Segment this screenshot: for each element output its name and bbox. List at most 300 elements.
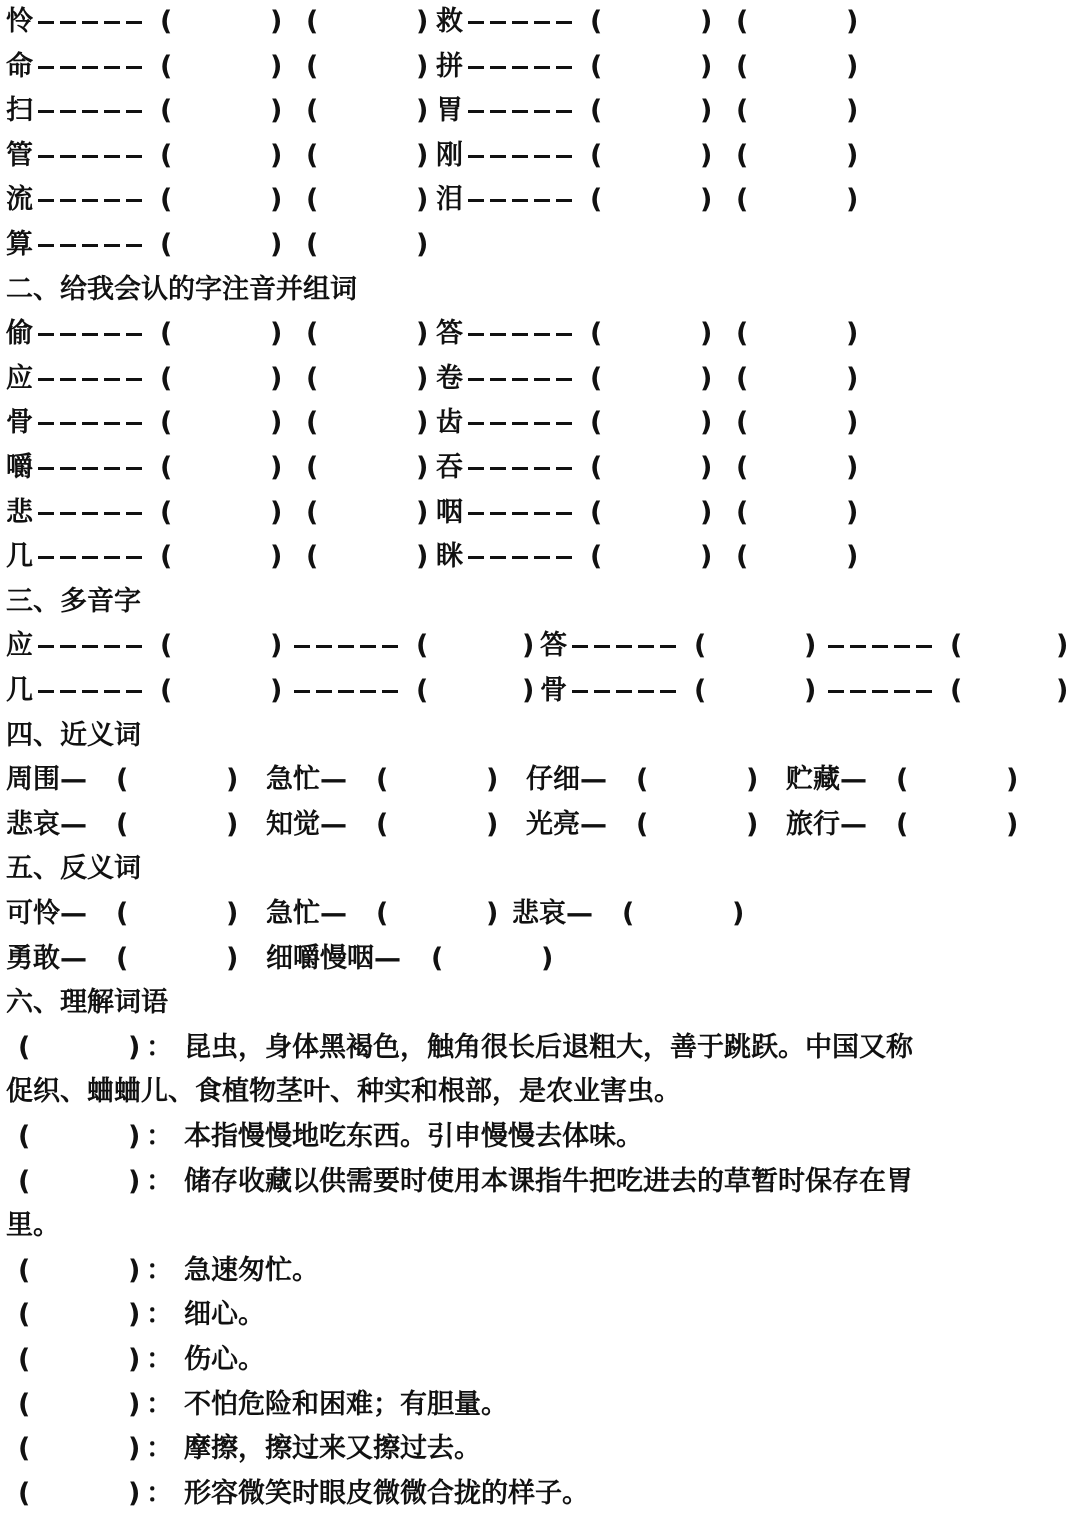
s2-pinyin-blank[interactable]	[36, 312, 146, 356]
blank-dash	[534, 378, 550, 381]
open-paren: (	[160, 452, 173, 483]
s6-item	[0, 1472, 1080, 1516]
s5-answer-paren[interactable]	[116, 892, 239, 936]
s2-word-paren-1[interactable]	[160, 357, 283, 401]
blank-dash	[512, 110, 528, 113]
s2-char: 卷	[436, 362, 463, 394]
s1-word-paren-1[interactable]	[160, 45, 283, 89]
blank-dash	[490, 155, 506, 158]
open-paren: (	[18, 1031, 31, 1063]
open-paren: (	[116, 898, 129, 929]
open-paren: (	[694, 675, 707, 706]
s3-pinyin-blank-2[interactable]	[826, 669, 936, 713]
section6-heading	[0, 981, 1080, 1025]
section2-heading	[0, 268, 1080, 312]
s1-char: 命	[6, 50, 33, 82]
s1-word-paren-1[interactable]	[160, 0, 283, 44]
s1-word-paren-1[interactable]	[590, 89, 713, 133]
s3-word-paren-2[interactable]	[950, 624, 1069, 668]
blank-dash	[38, 690, 54, 693]
s2-word-paren-2[interactable]	[306, 312, 429, 356]
open-paren: (	[18, 1344, 31, 1375]
blank-dash	[38, 645, 54, 648]
s2-pinyin-blank[interactable]	[466, 312, 576, 356]
open-paren: (	[160, 229, 173, 260]
blank-dash	[556, 333, 572, 336]
s6-answer-paren[interactable]	[18, 1427, 141, 1471]
s2-word-paren-1[interactable]	[590, 401, 713, 445]
blank-dash	[60, 690, 76, 693]
section6-heading-text: 六、理解词语	[6, 987, 168, 1019]
s2-word-paren-1[interactable]	[160, 401, 283, 445]
close-paren: )	[416, 318, 429, 350]
s4-answer-paren[interactable]	[636, 758, 759, 802]
section4-heading	[0, 714, 1080, 758]
close-paren: )	[416, 496, 429, 528]
s4-word: 悲哀—	[6, 808, 87, 840]
s2-row	[0, 535, 1080, 579]
blank-dash	[534, 512, 550, 515]
s6-definition: 昆虫，身体黑褐色，触角很长后退粗大，善于跳跃。中国又称	[184, 1031, 913, 1063]
s6-item	[0, 1383, 1080, 1427]
s1-row	[0, 45, 1080, 89]
blank-dash	[38, 110, 54, 113]
s6-answer-paren[interactable]	[18, 1338, 141, 1382]
close-paren: )	[270, 362, 283, 394]
s2-pinyin-blank[interactable]	[466, 446, 576, 490]
open-paren: (	[736, 6, 749, 37]
s1-char: 泪	[436, 184, 463, 216]
s2-char: 骨	[6, 407, 33, 439]
s3-pinyin-blank-1[interactable]	[36, 669, 146, 713]
s1-pinyin-blank[interactable]	[36, 223, 146, 267]
open-paren: (	[590, 6, 603, 37]
s2-word-paren-1[interactable]	[590, 491, 713, 535]
s1-word-paren-1[interactable]	[160, 134, 283, 178]
blank-dash	[126, 199, 142, 202]
blank-dash	[360, 690, 376, 693]
s2-word-paren-1[interactable]	[160, 446, 283, 490]
s1-word-paren-2[interactable]	[306, 0, 429, 44]
open-paren: (	[416, 630, 429, 662]
s2-word-paren-2[interactable]	[736, 446, 859, 490]
s4-answer-paren[interactable]	[376, 803, 499, 847]
blank-dash	[126, 512, 142, 515]
blank-dash	[660, 690, 676, 693]
blank-dash	[60, 21, 76, 24]
close-paren: )	[128, 1388, 141, 1420]
close-paren: )	[270, 318, 283, 350]
s1-word-paren-1[interactable]	[160, 178, 283, 222]
s6-definition: 形容微笑时眼皮微微合拢的样子。	[184, 1477, 589, 1509]
section2-heading-text: 二、给我会认的字注音并组词	[6, 273, 357, 305]
close-paren: )	[804, 675, 817, 706]
blank-dash	[556, 66, 572, 69]
open-paren: (	[736, 318, 749, 350]
blank-dash	[468, 512, 484, 515]
s4-word: 知觉—	[266, 808, 347, 840]
blank-dash	[126, 467, 142, 470]
blank-dash	[126, 333, 142, 336]
s1-pinyin-blank[interactable]	[36, 178, 146, 222]
close-paren: )	[270, 541, 283, 573]
open-paren: (	[160, 675, 173, 706]
s4-word: 仔细—	[526, 764, 607, 796]
blank-dash	[916, 645, 932, 648]
blank-dash	[60, 244, 76, 247]
s1-row	[0, 134, 1080, 178]
s1-char: 流	[6, 184, 33, 216]
close-paren: )	[226, 808, 239, 840]
s5-answer-paren[interactable]	[116, 937, 239, 981]
s1-pinyin-blank[interactable]	[466, 45, 576, 89]
s1-pinyin-blank[interactable]	[466, 178, 576, 222]
s6-colon: ：	[146, 1254, 173, 1286]
s4-answer-paren[interactable]	[896, 803, 1019, 847]
close-paren: )	[270, 6, 283, 37]
s1-pinyin-blank[interactable]	[36, 134, 146, 178]
s3-pinyin-blank-2[interactable]	[292, 669, 402, 713]
blank-dash	[126, 110, 142, 113]
blank-dash	[512, 199, 528, 202]
blank-dash	[82, 21, 98, 24]
blank-dash	[82, 66, 98, 69]
s1-word-paren-2[interactable]	[306, 134, 429, 178]
blank-dash	[104, 333, 120, 336]
blank-dash	[468, 21, 484, 24]
close-paren: )	[270, 139, 283, 171]
blank-dash	[534, 66, 550, 69]
s2-row	[0, 446, 1080, 490]
s2-word-paren-2[interactable]	[306, 535, 429, 579]
s2-char: 咽	[436, 496, 463, 528]
blank-dash	[512, 512, 528, 515]
open-paren: (	[306, 95, 319, 127]
open-paren: (	[160, 6, 173, 37]
blank-dash	[82, 155, 98, 158]
blank-dash	[468, 422, 484, 425]
close-paren: )	[1006, 764, 1019, 796]
s6-definition: 储存收藏以供需要时使用本课指牛把吃进去的草暂时保存在胃	[184, 1165, 913, 1197]
blank-dash	[294, 690, 310, 693]
blank-dash	[82, 199, 98, 202]
s2-word-paren-2[interactable]	[736, 535, 859, 579]
s5-word: 悲哀—	[512, 898, 593, 929]
blank-dash	[82, 333, 98, 336]
s2-pinyin-blank[interactable]	[466, 401, 576, 445]
s3-word-paren-2[interactable]	[950, 669, 1069, 713]
close-paren: )	[700, 541, 713, 573]
s1-pinyin-blank[interactable]	[36, 89, 146, 133]
s1-word-paren-2[interactable]	[306, 223, 429, 267]
close-paren: )	[746, 808, 759, 840]
blank-dash	[490, 556, 506, 559]
blank-dash	[104, 556, 120, 559]
s2-word-paren-1[interactable]	[590, 446, 713, 490]
blank-dash	[82, 422, 98, 425]
s3-word-paren-1[interactable]	[160, 669, 283, 713]
blank-dash	[512, 556, 528, 559]
s3-pinyin-blank-1[interactable]	[570, 624, 680, 668]
s6-answer-paren[interactable]	[18, 1293, 141, 1337]
open-paren: (	[160, 139, 173, 171]
open-paren: (	[590, 496, 603, 528]
s3-char: 答	[540, 630, 567, 662]
close-paren: )	[416, 50, 429, 82]
s1-pinyin-blank[interactable]	[466, 89, 576, 133]
s4-answer-paren[interactable]	[896, 758, 1019, 802]
s2-word-paren-1[interactable]	[590, 312, 713, 356]
blank-dash	[338, 645, 354, 648]
close-paren: )	[541, 942, 554, 974]
s4-answer-paren[interactable]	[116, 803, 239, 847]
s6-definition: 摩擦，擦过来又擦过去。	[184, 1433, 481, 1465]
close-paren: )	[270, 184, 283, 216]
open-paren: (	[18, 1299, 31, 1331]
s1-word-paren-2[interactable]	[306, 89, 429, 133]
s3-word-paren-1[interactable]	[694, 624, 817, 668]
s1-word-paren-2[interactable]	[736, 0, 859, 44]
close-paren: )	[700, 362, 713, 394]
open-paren: (	[376, 808, 389, 840]
s2-word-paren-1[interactable]	[590, 357, 713, 401]
s6-answer-paren[interactable]	[18, 1160, 141, 1204]
s4-row	[0, 803, 1080, 847]
close-paren: )	[270, 630, 283, 662]
s1-pinyin-blank[interactable]	[36, 0, 146, 44]
close-paren: )	[846, 184, 859, 216]
s3-pinyin-blank-2[interactable]	[292, 624, 402, 668]
blank-dash	[60, 467, 76, 470]
s1-word-paren-2[interactable]	[306, 178, 429, 222]
open-paren: (	[736, 139, 749, 171]
blank-dash	[490, 378, 506, 381]
s1-word-paren-2[interactable]	[736, 178, 859, 222]
s1-row	[0, 223, 1080, 267]
close-paren: )	[416, 229, 429, 260]
blank-dash	[360, 645, 376, 648]
open-paren: (	[376, 764, 389, 796]
s2-pinyin-blank[interactable]	[36, 357, 146, 401]
s2-word-paren-2[interactable]	[736, 357, 859, 401]
blank-dash	[534, 199, 550, 202]
blank-dash	[616, 690, 632, 693]
s2-word-paren-2[interactable]	[736, 491, 859, 535]
open-paren: (	[306, 50, 319, 82]
blank-dash	[294, 645, 310, 648]
open-paren: (	[590, 95, 603, 127]
s6-answer-paren[interactable]	[18, 1383, 141, 1427]
s2-pinyin-blank[interactable]	[36, 491, 146, 535]
blank-dash	[512, 333, 528, 336]
blank-dash	[126, 690, 142, 693]
blank-dash	[104, 690, 120, 693]
s1-pinyin-blank[interactable]	[466, 134, 576, 178]
blank-dash	[556, 556, 572, 559]
blank-dash	[38, 512, 54, 515]
s6-definition-cont: 里。	[6, 1210, 60, 1242]
close-paren: )	[846, 318, 859, 350]
s2-pinyin-blank[interactable]	[466, 491, 576, 535]
s2-word-paren-2[interactable]	[736, 401, 859, 445]
close-paren: )	[128, 1477, 141, 1509]
open-paren: (	[160, 407, 173, 439]
s2-word-paren-1[interactable]	[160, 491, 283, 535]
s3-word-paren-1[interactable]	[160, 624, 283, 668]
s1-word-paren-2[interactable]	[736, 134, 859, 178]
s4-word: 贮藏—	[786, 764, 867, 796]
blank-dash	[556, 378, 572, 381]
blank-dash	[126, 244, 142, 247]
open-paren: (	[622, 898, 635, 929]
s5-answer-paren[interactable]	[376, 892, 499, 936]
open-paren: (	[590, 407, 603, 439]
s1-word-paren-2[interactable]	[306, 45, 429, 89]
close-paren: )	[416, 139, 429, 171]
s2-word-paren-2[interactable]	[306, 491, 429, 535]
s1-word-paren-1[interactable]	[160, 223, 283, 267]
open-paren: (	[18, 1165, 31, 1197]
blank-dash	[512, 66, 528, 69]
blank-dash	[38, 556, 54, 559]
s6-colon: ：	[146, 1477, 173, 1509]
blank-dash	[82, 645, 98, 648]
blank-dash	[126, 21, 142, 24]
s1-pinyin-blank[interactable]	[36, 45, 146, 89]
s2-pinyin-blank[interactable]	[36, 446, 146, 490]
s2-char: 嚼	[6, 452, 33, 483]
s2-word-paren-1[interactable]	[160, 312, 283, 356]
section5-heading-text: 五、反义词	[6, 853, 141, 885]
s5-word: 细嚼慢咽—	[266, 942, 401, 974]
s6-answer-paren[interactable]	[18, 1026, 141, 1070]
open-paren: (	[736, 362, 749, 394]
open-paren: (	[160, 50, 173, 82]
s1-char: 拼	[436, 50, 463, 82]
s1-word-paren-1[interactable]	[590, 134, 713, 178]
close-paren: )	[846, 95, 859, 127]
s6-colon: ：	[146, 1388, 173, 1420]
blank-dash	[572, 645, 588, 648]
s6-colon: ：	[146, 1165, 173, 1197]
s3-pinyin-blank-1[interactable]	[570, 669, 680, 713]
s3-word-paren-2[interactable]	[416, 624, 535, 668]
s6-definition: 不怕危险和困难；有胆量。	[184, 1388, 508, 1420]
s1-word-paren-1[interactable]	[590, 45, 713, 89]
s4-answer-paren[interactable]	[376, 758, 499, 802]
s1-word-paren-2[interactable]	[736, 45, 859, 89]
open-paren: (	[306, 407, 319, 439]
s2-pinyin-blank[interactable]	[36, 535, 146, 579]
s2-pinyin-blank[interactable]	[466, 535, 576, 579]
blank-dash	[126, 378, 142, 381]
s1-word-paren-2[interactable]	[736, 89, 859, 133]
s1-word-paren-1[interactable]	[590, 0, 713, 44]
s1-char: 管	[6, 139, 33, 171]
s2-word-paren-2[interactable]	[306, 446, 429, 490]
blank-dash	[490, 66, 506, 69]
s2-word-paren-2[interactable]	[736, 312, 859, 356]
s6-item	[0, 1427, 1080, 1471]
s1-row	[0, 0, 1080, 44]
s5-answer-paren[interactable]	[622, 892, 745, 936]
close-paren: )	[128, 1165, 141, 1197]
blank-dash	[556, 110, 572, 113]
s2-pinyin-blank[interactable]	[466, 357, 576, 401]
s1-word-paren-1[interactable]	[160, 89, 283, 133]
s6-item	[0, 1293, 1080, 1337]
close-paren: )	[270, 229, 283, 260]
s3-word-paren-1[interactable]	[694, 669, 817, 713]
s2-word-paren-2[interactable]	[306, 357, 429, 401]
close-paren: )	[846, 6, 859, 37]
s6-answer-paren[interactable]	[18, 1472, 141, 1516]
s2-char: 齿	[436, 407, 463, 439]
s3-pinyin-blank-1[interactable]	[36, 624, 146, 668]
s2-row	[0, 491, 1080, 535]
s5-answer-paren[interactable]	[431, 937, 554, 981]
close-paren: )	[416, 95, 429, 127]
close-paren: )	[270, 407, 283, 439]
s6-colon: ：	[146, 1121, 173, 1152]
s1-pinyin-blank[interactable]	[466, 0, 576, 44]
blank-dash	[872, 690, 888, 693]
blank-dash	[638, 645, 654, 648]
s1-word-paren-1[interactable]	[590, 178, 713, 222]
open-paren: (	[736, 541, 749, 573]
s5-row	[0, 892, 1080, 936]
s6-answer-paren[interactable]	[18, 1115, 141, 1159]
close-paren: )	[416, 6, 429, 37]
s6-definition: 伤心。	[184, 1344, 265, 1375]
close-paren: )	[700, 6, 713, 37]
s2-pinyin-blank[interactable]	[36, 401, 146, 445]
blank-dash	[104, 512, 120, 515]
close-paren: )	[226, 898, 239, 929]
s3-pinyin-blank-2[interactable]	[826, 624, 936, 668]
blank-dash	[594, 645, 610, 648]
blank-dash	[316, 645, 332, 648]
s6-answer-paren[interactable]	[18, 1249, 141, 1293]
s4-word: 光亮—	[526, 808, 607, 840]
blank-dash	[104, 110, 120, 113]
blank-dash	[60, 155, 76, 158]
blank-dash	[60, 422, 76, 425]
open-paren: (	[160, 184, 173, 216]
s4-answer-paren[interactable]	[116, 758, 239, 802]
blank-dash	[872, 645, 888, 648]
s2-word-paren-2[interactable]	[306, 401, 429, 445]
s2-word-paren-1[interactable]	[160, 535, 283, 579]
blank-dash	[556, 199, 572, 202]
open-paren: (	[160, 541, 173, 573]
s1-char: 怜	[6, 6, 33, 37]
close-paren: )	[1006, 808, 1019, 840]
s3-word-paren-2[interactable]	[416, 669, 535, 713]
blank-dash	[38, 21, 54, 24]
blank-dash	[60, 110, 76, 113]
s4-word: 急忙—	[266, 764, 347, 796]
s2-word-paren-1[interactable]	[590, 535, 713, 579]
s1-row	[0, 178, 1080, 222]
s4-answer-paren[interactable]	[636, 803, 759, 847]
open-paren: (	[590, 541, 603, 573]
s6-definition: 细心。	[184, 1299, 265, 1331]
blank-dash	[104, 467, 120, 470]
s6-item	[0, 1026, 1080, 1070]
blank-dash	[828, 690, 844, 693]
close-paren: )	[746, 764, 759, 796]
